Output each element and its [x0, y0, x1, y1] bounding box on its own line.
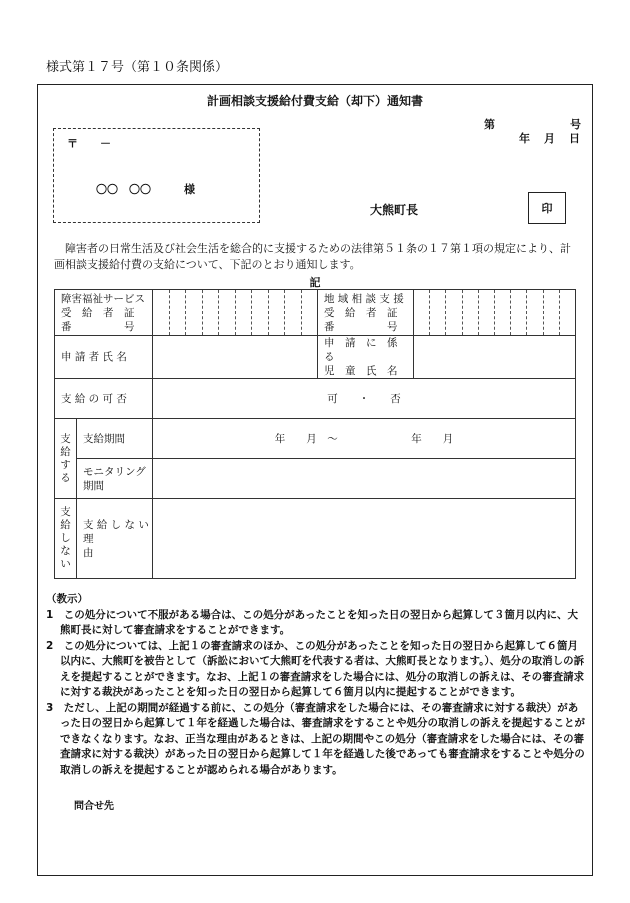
regional-recipient-label [318, 290, 414, 336]
label-line: 理 由 [83, 532, 146, 559]
table-row [55, 379, 576, 419]
form-number: 様式第１７号（第１０条関係） [46, 60, 229, 75]
child-name-field[interactable] [414, 336, 576, 379]
label-line: 期間 [83, 479, 104, 492]
postal-code: 〒 － [67, 137, 111, 150]
child-name-label [318, 336, 414, 379]
document-title: 計画相談支援給付費支給（却下）通知書 [206, 94, 423, 108]
doc-number-prefix: 第 [484, 118, 495, 131]
intro-text: 障害者の日常生活及び社会生活を総合的に支援するための法律第５１条の１７第１項の規定により、計画相談支援給付費の支給について、下記のとおり通知します。 [54, 242, 571, 271]
date-day: 日 [569, 132, 580, 145]
table-row [55, 459, 576, 499]
label-line: 支 給 し な い [83, 518, 149, 531]
approve-group-text: 支給する [60, 432, 71, 484]
monitoring-field[interactable] [153, 459, 576, 499]
period-value[interactable]: 年 月 〜 年 月 [153, 419, 576, 459]
label-line: 児 童 氏 名 [324, 365, 398, 377]
label-line: モニタリング [83, 465, 146, 478]
label-line: 障害福祉サービス [61, 292, 145, 305]
label-line: 番 号 [61, 320, 135, 333]
deny-group-label [55, 499, 77, 579]
deny-reason-field[interactable] [153, 499, 576, 579]
notes-section [46, 592, 586, 778]
service-recipient-label [55, 290, 153, 336]
notes-heading: （教示） [46, 593, 88, 605]
label-line: 地 域 相 談 支 援 [324, 292, 404, 305]
applicant-name-label: 申 請 者 氏 名 [55, 336, 153, 379]
note-item: 2 この処分については、上記１の審査請求のほか、この処分があったことを知った日の翌日から起算して６箇月以内に、大熊町を被告として（訴訟において大熊町を代表する者は、大熊町長となります。）、処分の取消しの訴えを提起することができます。なお、上記１の審査請求をした場合には、処分の取消しの訴えは、その審査請求に対する裁決があったことを知った日の翌日から起算して６箇月以内に提起することができます。 [46, 639, 585, 698]
note-item: 1 この処分について不服がある場合は、この処分があったことを知った日の翌日から起算して３箇月以内に、大熊町長に対して審査請求をすることができます。 [46, 608, 578, 636]
deny-group-text: 支給しない [60, 506, 71, 570]
issuer: 大熊町長 [370, 203, 419, 217]
seal-box [528, 192, 566, 224]
label-line: 申 請 に 係 る [324, 337, 408, 363]
doc-number-suffix: 号 [570, 118, 581, 131]
approval-label: 支 給 の 可 否 [55, 379, 153, 419]
approve-group-label [55, 419, 77, 499]
note-item: 3 ただし、上記の期間が経過する前に、この処分（審査請求をした場合には、その審査請求に対する裁決）があった日の翌日から起算して１年を経過した場合は、審査請求をすることや処分の取消しの訴えを提起することができなくなります。なお、正当な理由があるときは、上記の期間やこの処分（審査請求をした場合には、その審査請求に対する裁決）があった日の翌日から起算して１年を経過した後であっても審査請求をすることや処分の取消しの訴えを提起することが認められる場合があります。 [46, 701, 585, 776]
monitoring-label [77, 459, 153, 499]
applicant-name-field[interactable] [153, 336, 318, 379]
table-row [55, 419, 576, 459]
deny-reason-label [77, 499, 153, 579]
honorific: 様 [184, 183, 195, 196]
date-month: 月 [544, 132, 555, 145]
label-line: 受 給 者 証 [61, 306, 135, 319]
table-row [55, 290, 576, 336]
approval-value[interactable]: 可 ・ 否 [153, 379, 576, 419]
table-row [55, 336, 576, 379]
period-label: 支給期間 [77, 419, 153, 459]
recipient-name-text: 〇〇 〇〇 [96, 183, 151, 196]
contact-label: 問合せ先 [74, 801, 114, 812]
service-recipient-number-cells[interactable] [153, 290, 318, 336]
table-row [55, 499, 576, 579]
recipient-name [96, 181, 195, 197]
notice-table [54, 289, 576, 579]
ki-heading: 記 [309, 276, 321, 289]
regional-recipient-number-cells[interactable] [414, 290, 576, 336]
date-year: 年 [519, 132, 530, 145]
label-line: 受 給 者 証 [324, 306, 398, 319]
seal-text: 印 [541, 202, 553, 215]
label-line: 番 号 [324, 320, 398, 333]
